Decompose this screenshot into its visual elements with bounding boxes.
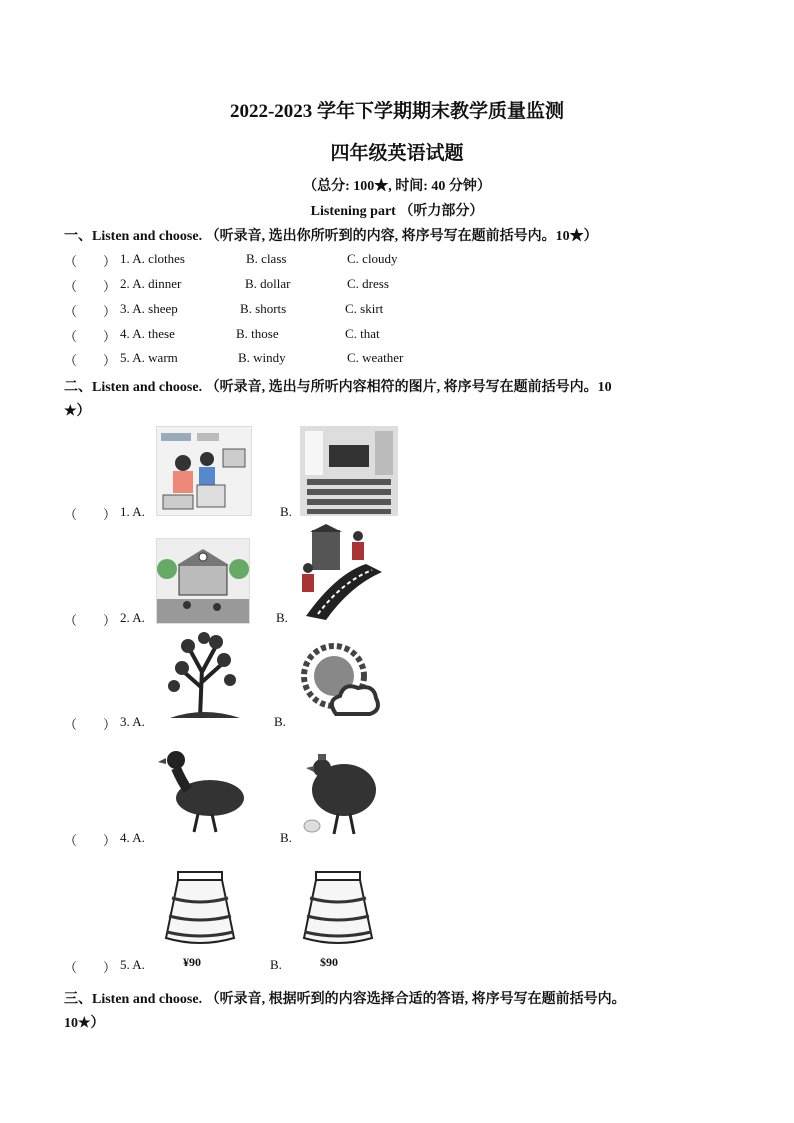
part-label: Listening part （听力部分） bbox=[310, 204, 484, 219]
answer-paren[interactable]: （ ） bbox=[64, 613, 117, 628]
answer-paren[interactable]: （ ） bbox=[64, 717, 117, 732]
section1-heading: 一、Listen and choose. （听录音, 选出你所听到的内容, 将序号写在题前括号内。10★） bbox=[64, 229, 598, 244]
option-b: B. shorts bbox=[240, 301, 287, 316]
children-road-image[interactable] bbox=[296, 524, 396, 622]
skirt-image-b[interactable] bbox=[296, 866, 380, 950]
option-b-label: B. bbox=[274, 714, 286, 729]
option-a: 2. A. dinner bbox=[120, 276, 182, 291]
option-b: B. those bbox=[236, 326, 279, 341]
answer-paren[interactable]: （ ） bbox=[64, 353, 117, 368]
answer-paren[interactable]: （ ） bbox=[64, 279, 117, 294]
hen-image[interactable] bbox=[300, 742, 382, 838]
option-b-label: B. bbox=[280, 830, 292, 845]
skirt-image-a[interactable] bbox=[158, 868, 242, 950]
option-b-label: B. bbox=[280, 504, 292, 519]
section2-heading: 二、Listen and choose. （听录音, 选出与所听内容相符的图片, 将序号写在题前括号内。10 bbox=[64, 380, 612, 395]
option-b-label: B. bbox=[276, 610, 288, 625]
option-a-label: 4. A. bbox=[120, 830, 145, 845]
classroom-image[interactable] bbox=[300, 426, 398, 516]
option-b: B. dollar bbox=[245, 276, 291, 291]
option-a: 3. A. sheep bbox=[120, 301, 178, 316]
sun-cloud-image[interactable] bbox=[296, 640, 382, 722]
option-c: C. cloudy bbox=[347, 251, 398, 266]
section2-heading-cont: ★） bbox=[64, 404, 91, 419]
option-a-label: 5. A. bbox=[120, 957, 145, 972]
option-c: C. skirt bbox=[345, 301, 384, 316]
option-c: C. weather bbox=[347, 350, 404, 365]
school-building-image[interactable] bbox=[156, 538, 250, 624]
price-label-b: $90 bbox=[320, 955, 338, 969]
option-a: 1. A. clothes bbox=[120, 251, 185, 266]
option-a-label: 3. A. bbox=[120, 714, 145, 729]
answer-paren[interactable]: （ ） bbox=[64, 254, 117, 269]
answer-paren[interactable]: （ ） bbox=[64, 329, 117, 344]
section3-heading-cont: 10★） bbox=[64, 1016, 105, 1031]
option-b: B. windy bbox=[238, 350, 286, 365]
option-a: 5. A. warm bbox=[120, 350, 178, 365]
duck-image[interactable] bbox=[158, 746, 250, 838]
option-c: C. that bbox=[345, 326, 380, 341]
tree-image[interactable] bbox=[160, 628, 248, 720]
price-label-a: ¥90 bbox=[183, 955, 201, 969]
option-a: 4. A. these bbox=[120, 326, 175, 341]
section3-heading: 三、Listen and choose. （听录音, 根据听到的内容选择合适的答语, 将序号写在题前括号内。 bbox=[64, 992, 626, 1007]
answer-paren[interactable]: （ ） bbox=[64, 960, 117, 975]
option-b-label: B. bbox=[270, 957, 282, 972]
computer-lab-image[interactable] bbox=[156, 426, 252, 516]
exam-title: 2022-2023 学年下学期期末教学质量监测 bbox=[229, 101, 565, 122]
option-a-label: 1. A. bbox=[120, 504, 145, 519]
exam-subtitle: 四年级英语试题 bbox=[330, 143, 464, 164]
score-line: （总分: 100★, 时间: 40 分钟） bbox=[303, 179, 491, 194]
option-c: C. dress bbox=[347, 276, 389, 291]
answer-paren[interactable]: （ ） bbox=[64, 833, 117, 848]
option-b: B. class bbox=[246, 251, 287, 266]
answer-paren[interactable]: （ ） bbox=[64, 507, 117, 522]
option-a-label: 2. A. bbox=[120, 610, 145, 625]
answer-paren[interactable]: （ ） bbox=[64, 304, 117, 319]
